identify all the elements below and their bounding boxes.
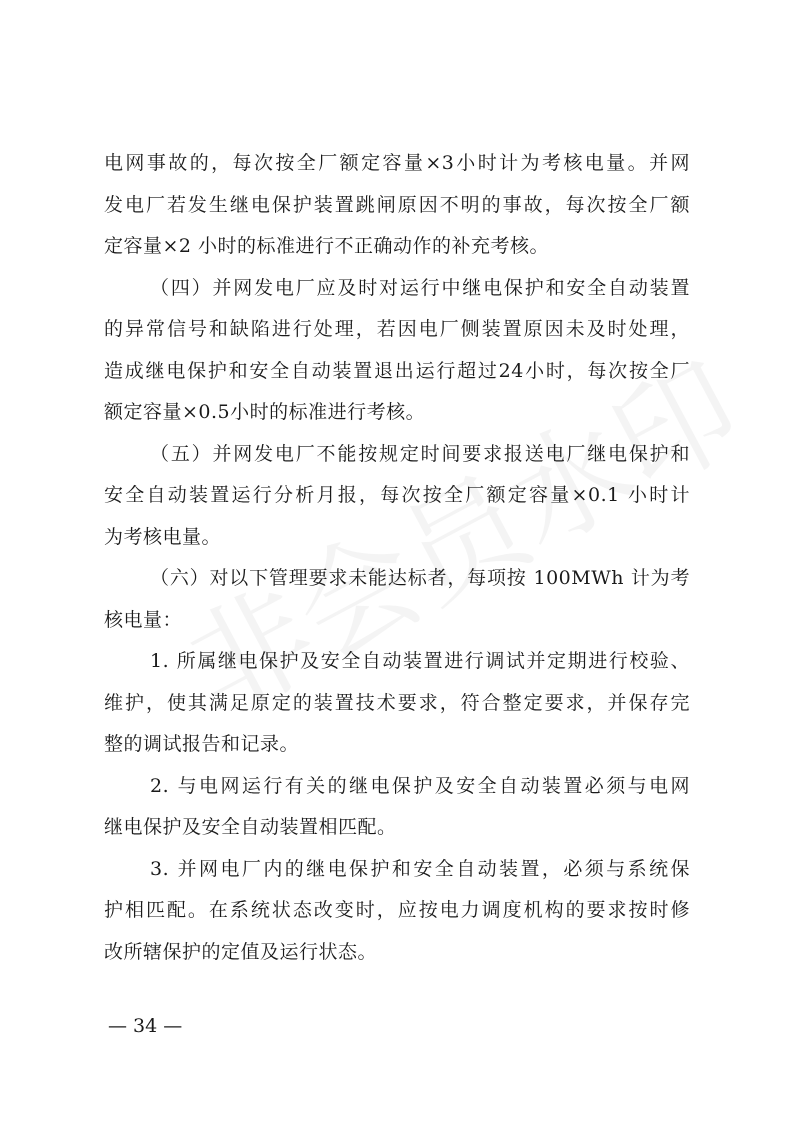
text-line: 核电量： [104,608,183,631]
page-number: — 34 — [108,1015,183,1037]
text-line: 安全自动装置运行分析月报，每次按全厂额定容量×0.1 小时计 [104,484,690,506]
text-line: （六）对以下管理要求未能达标者，每项按 100MWh 计为考 [150,567,690,589]
text-line: 护相匹配。在系统状态改变时，应按电力调度机构的要求按时修 [104,899,690,921]
text-line: 维护，使其满足原定的装置技术要求，符合整定要求，并保存完 [104,691,690,714]
text-line: 额定容量×0.5小时的标准进行考核。 [104,401,426,423]
text-line: （五）并网发电厂不能按规定时间要求报送电厂继电保护和 [150,442,690,465]
text-line: 发电厂若发生继电保护装置跳闸原因不明的事故，每次按全厂额 [104,193,690,216]
text-line: 1. 所属继电保护及安全自动装置进行调试并定期进行校验、 [150,650,690,672]
text-line: （四）并网发电厂应及时对运行中继电保护和安全自动装置 [150,276,690,299]
text-line: 的异常信号和缺陷进行处理，若因电厂侧装置原因未及时处理， [104,318,690,340]
text-line: 继电保护及安全自动装置相匹配。 [104,816,397,838]
text-line: 定容量×2 小时的标准进行不正确动作的补充考核。 [104,235,550,257]
text-line: 整的调试报告和记录。 [104,733,300,755]
text-line: 为考核电量。 [104,525,222,548]
text-line: 造成继电保护和安全自动装置退出运行超过24小时，每次按全厂 [104,359,690,382]
text-line: 电网事故的，每次按全厂额定容量×3小时计为考核电量。并网 [104,152,690,174]
text-line: 3. 并网电厂内的继电保护和安全自动装置，必须与系统保 [150,857,690,880]
text-line: 改所辖保护的定值及运行状态。 [104,940,378,963]
text-line: 2. 与电网运行有关的继电保护及安全自动装置必须与电网 [150,774,690,797]
body-text [104,143,690,973]
